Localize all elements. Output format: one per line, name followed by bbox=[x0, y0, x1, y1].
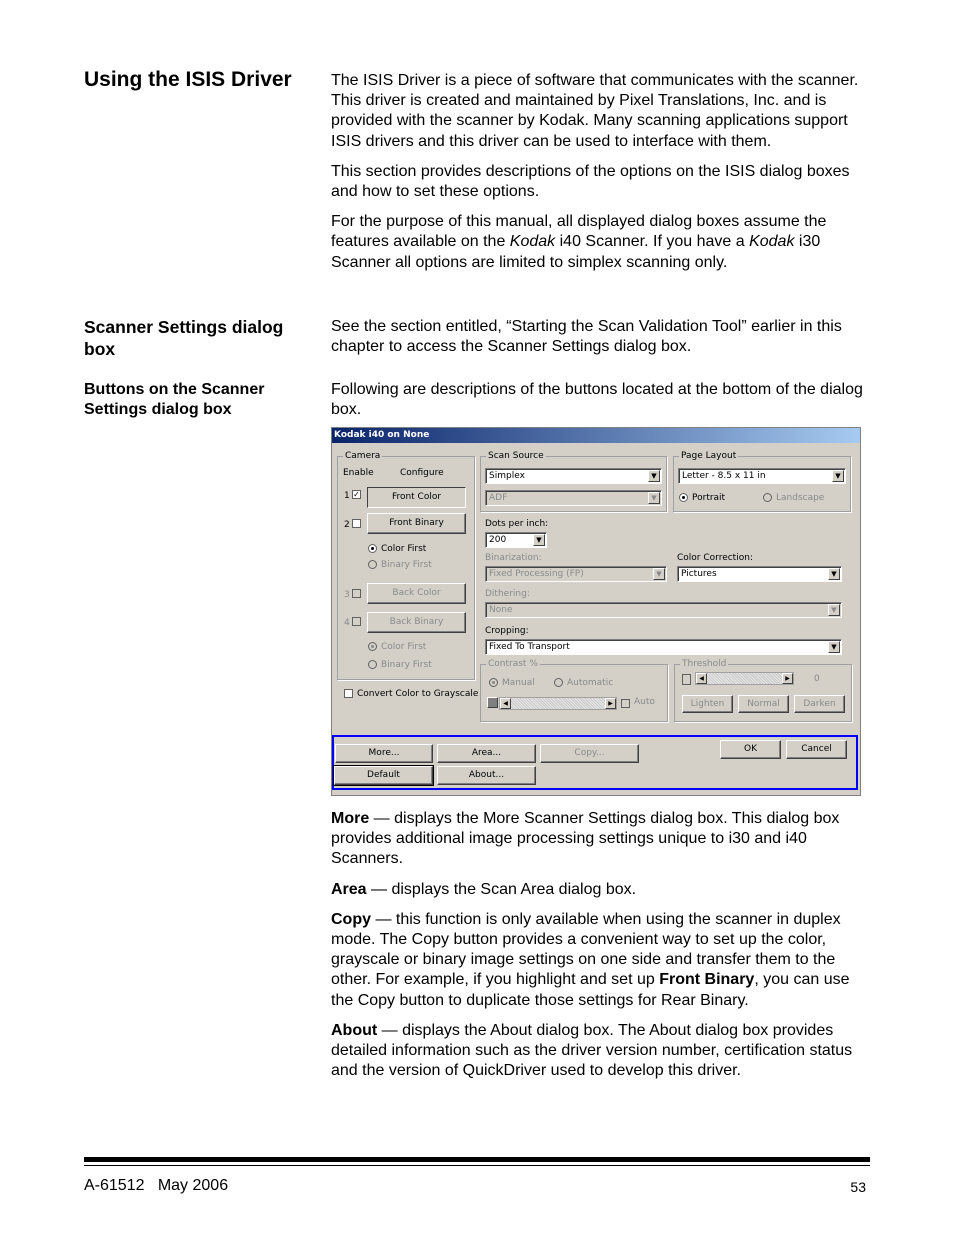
heading-line: Scanner Settings dialog bbox=[84, 317, 284, 337]
dialog-title-bar: Kodak i40 on None bbox=[332, 428, 860, 443]
contrast-slider-track[interactable] bbox=[499, 697, 617, 710]
threshold-indicator bbox=[682, 674, 691, 685]
chevron-down-icon: ▼ bbox=[533, 534, 545, 546]
threshold-slider-track[interactable] bbox=[695, 672, 794, 685]
chevron-down-icon: ▼ bbox=[828, 641, 840, 653]
ok-button[interactable]: OK bbox=[720, 740, 781, 759]
color-first-label-back: Color First bbox=[381, 642, 427, 652]
about-button[interactable]: About... bbox=[437, 766, 536, 785]
adf-value: ADF bbox=[489, 493, 508, 503]
color-correction-select[interactable] bbox=[677, 566, 842, 582]
paragraph: This section provides descriptions of the options on the ISIS dialog boxes and how to set these options. bbox=[331, 162, 850, 201]
enable-label: Enable bbox=[343, 468, 374, 478]
text-run: — displays the About dialog box. The About dialog box provides detailed information such as the driver version number, certification status and the version of QuickDriver used to develop this driver. bbox=[331, 1021, 853, 1080]
binary-first-radio[interactable] bbox=[368, 560, 377, 569]
contrast-automatic-radio[interactable] bbox=[554, 678, 563, 687]
description-about bbox=[331, 1021, 871, 1082]
section-heading-buttons bbox=[84, 380, 314, 420]
text-run: , you can use the Copy button to duplicate those settings for Rear Binary. bbox=[331, 971, 850, 1009]
paragraph: The ISIS Driver is a piece of software that communicates with the scanner. This driver is created and maintained by Pixel Translations, Inc. and is provided with the scanner by Kodak. Many scanning applications support ISIS drivers and this driver can be used to interface with them. bbox=[331, 72, 859, 150]
description-area bbox=[331, 880, 871, 900]
contrast-auto-label: Auto bbox=[634, 697, 655, 707]
back-color-button[interactable]: Back Color bbox=[367, 583, 466, 604]
footer-rule-thin bbox=[84, 1165, 870, 1166]
dithering-label: Dithering: bbox=[485, 589, 530, 599]
adf-select[interactable] bbox=[485, 490, 662, 506]
page-layout-select[interactable] bbox=[678, 468, 846, 484]
chevron-right-icon[interactable]: ▶ bbox=[605, 698, 616, 709]
color-first-radio[interactable] bbox=[368, 544, 377, 553]
camera-row-number: 1 bbox=[344, 491, 350, 501]
color-correction-value: Pictures bbox=[681, 569, 717, 579]
front-color-button[interactable]: Front Color bbox=[367, 487, 466, 508]
text-run: For the purpose of this manual, all displayed dialog boxes assume the features available on the bbox=[331, 213, 827, 251]
kodak-italic: Kodak bbox=[509, 233, 556, 251]
back-binary-button[interactable]: Back Binary bbox=[367, 612, 466, 633]
contrast-manual-label: Manual bbox=[502, 678, 535, 688]
contrast-legend: Contrast % bbox=[488, 659, 538, 669]
text-run: i30 Scanner all options are limited to simplex scanning only. bbox=[331, 233, 821, 271]
page-layout-legend: Page Layout bbox=[681, 451, 737, 461]
chevron-left-icon[interactable]: ◀ bbox=[696, 673, 707, 684]
contrast-manual-radio[interactable] bbox=[489, 678, 498, 687]
scanner-settings-text: See the section entitled, “Starting the Scan Validation Tool” earlier in this chapter to access the Scanner Settings dialog box. bbox=[331, 318, 842, 356]
page-layout-value: Letter - 8.5 x 11 in bbox=[682, 471, 766, 481]
using-isis-text bbox=[331, 71, 871, 273]
color-first-radio-back[interactable] bbox=[368, 642, 377, 651]
chevron-down-icon: ▼ bbox=[828, 604, 840, 616]
more-button[interactable]: More... bbox=[335, 744, 433, 763]
text-run: — this function is only available when using the scanner in duplex mode. The Copy button provides a convenient way to set up the color, grayscale or binary image settings on one side and transfer them to the other. For example, if you highlight and set up bbox=[331, 910, 841, 989]
text-run: — displays the Scan Area dialog box. bbox=[366, 880, 637, 898]
buttons-intro-text: Following are descriptions of the buttons located at the bottom of the dialog box. bbox=[331, 381, 863, 419]
chevron-down-icon: ▼ bbox=[648, 470, 660, 482]
area-button[interactable]: Area... bbox=[437, 744, 536, 763]
camera-row-number: 3 bbox=[344, 590, 350, 600]
contrast-slider-thumb[interactable] bbox=[487, 697, 498, 708]
description-copy bbox=[331, 910, 871, 1011]
binary-first-label: Binary First bbox=[381, 560, 432, 570]
chevron-left-icon[interactable]: ◀ bbox=[500, 698, 511, 709]
portrait-radio[interactable] bbox=[679, 493, 688, 502]
paragraph bbox=[331, 212, 871, 273]
section-heading-using-isis: Using the ISIS Driver bbox=[84, 68, 292, 91]
term-bold: Area bbox=[331, 880, 367, 898]
footer-rule-thick bbox=[84, 1157, 870, 1162]
enable-checkbox-3[interactable] bbox=[352, 589, 361, 598]
camera-row-number: 2 bbox=[344, 520, 350, 530]
footer-doc-number: A-61512 May 2006 bbox=[84, 1177, 229, 1194]
dpi-label: Dots per inch: bbox=[485, 519, 549, 529]
text-run: — displays the More Scanner Settings dialog box. This dialog box provides additional image processing settings unique to i30 and i40 Scanners. bbox=[331, 810, 840, 868]
color-first-label: Color First bbox=[381, 544, 427, 554]
term-bold: Front Binary bbox=[659, 971, 755, 989]
chevron-down-icon: ▼ bbox=[648, 492, 660, 504]
threshold-value: 0 bbox=[814, 674, 820, 684]
binarization-label: Binarization: bbox=[485, 553, 542, 563]
portrait-label: Portrait bbox=[692, 493, 726, 503]
scan-source-select[interactable] bbox=[485, 468, 662, 484]
heading-line: Buttons on the Scanner bbox=[84, 381, 265, 398]
normal-button[interactable]: Normal bbox=[738, 695, 789, 713]
binarization-select[interactable] bbox=[485, 566, 667, 582]
contrast-group bbox=[480, 659, 668, 722]
contrast-auto-checkbox[interactable] bbox=[621, 699, 630, 708]
threshold-legend: Threshold bbox=[682, 659, 727, 669]
scan-source-value: Simplex bbox=[489, 471, 525, 481]
section-heading-scanner-settings bbox=[84, 316, 314, 360]
default-button[interactable]: Default bbox=[334, 766, 433, 785]
dpi-value: 200 bbox=[489, 535, 507, 545]
dithering-select[interactable] bbox=[485, 602, 842, 618]
chevron-down-icon: ▼ bbox=[828, 568, 840, 580]
binary-first-radio-back[interactable] bbox=[368, 660, 377, 669]
cancel-button[interactable]: Cancel bbox=[786, 740, 847, 759]
chevron-down-icon: ▼ bbox=[653, 568, 665, 580]
scan-source-legend: Scan Source bbox=[488, 451, 544, 461]
dpi-select[interactable] bbox=[485, 532, 547, 548]
text-run: i40 Scanner. If you have a bbox=[555, 233, 750, 251]
contrast-automatic-label: Automatic bbox=[567, 678, 614, 688]
convert-grayscale-checkbox[interactable] bbox=[344, 689, 353, 698]
cropping-value: Fixed To Transport bbox=[489, 642, 570, 652]
chevron-down-icon: ▼ bbox=[832, 470, 844, 482]
scanner-settings-dialog bbox=[331, 427, 861, 796]
convert-grayscale-label: Convert Color to Grayscale bbox=[357, 689, 479, 699]
cropping-label: Cropping: bbox=[485, 626, 529, 636]
page-number: 53 bbox=[850, 1179, 866, 1195]
binarization-value: Fixed Processing (FP) bbox=[489, 569, 584, 579]
chevron-right-icon[interactable]: ▶ bbox=[782, 673, 793, 684]
configure-label: Configure bbox=[400, 468, 444, 478]
darken-button[interactable]: Darken bbox=[794, 695, 845, 713]
heading-line: box bbox=[84, 339, 116, 359]
enable-checkbox-1[interactable]: ✓ bbox=[353, 490, 360, 499]
enable-checkbox-4[interactable] bbox=[352, 617, 361, 626]
heading-line: Settings dialog box bbox=[84, 401, 232, 418]
copy-button[interactable]: Copy... bbox=[540, 744, 639, 763]
button-descriptions bbox=[331, 809, 871, 1081]
term-bold: Copy bbox=[331, 910, 371, 928]
cropping-select[interactable] bbox=[485, 639, 842, 655]
landscape-label: Landscape bbox=[776, 493, 825, 503]
landscape-radio[interactable] bbox=[763, 493, 772, 502]
description-more bbox=[331, 809, 871, 870]
enable-checkbox-2[interactable] bbox=[352, 519, 361, 528]
front-binary-button[interactable]: Front Binary bbox=[367, 513, 466, 534]
camera-legend: Camera bbox=[345, 451, 381, 461]
camera-row-number: 4 bbox=[344, 618, 350, 628]
dithering-value: None bbox=[489, 605, 513, 615]
kodak-italic: Kodak bbox=[749, 233, 795, 251]
term-bold: About bbox=[331, 1021, 378, 1039]
lighten-button[interactable]: Lighten bbox=[682, 695, 733, 713]
term-bold: More bbox=[331, 810, 370, 827]
color-correction-label: Color Correction: bbox=[677, 553, 753, 563]
binary-first-label-back: Binary First bbox=[381, 660, 432, 670]
